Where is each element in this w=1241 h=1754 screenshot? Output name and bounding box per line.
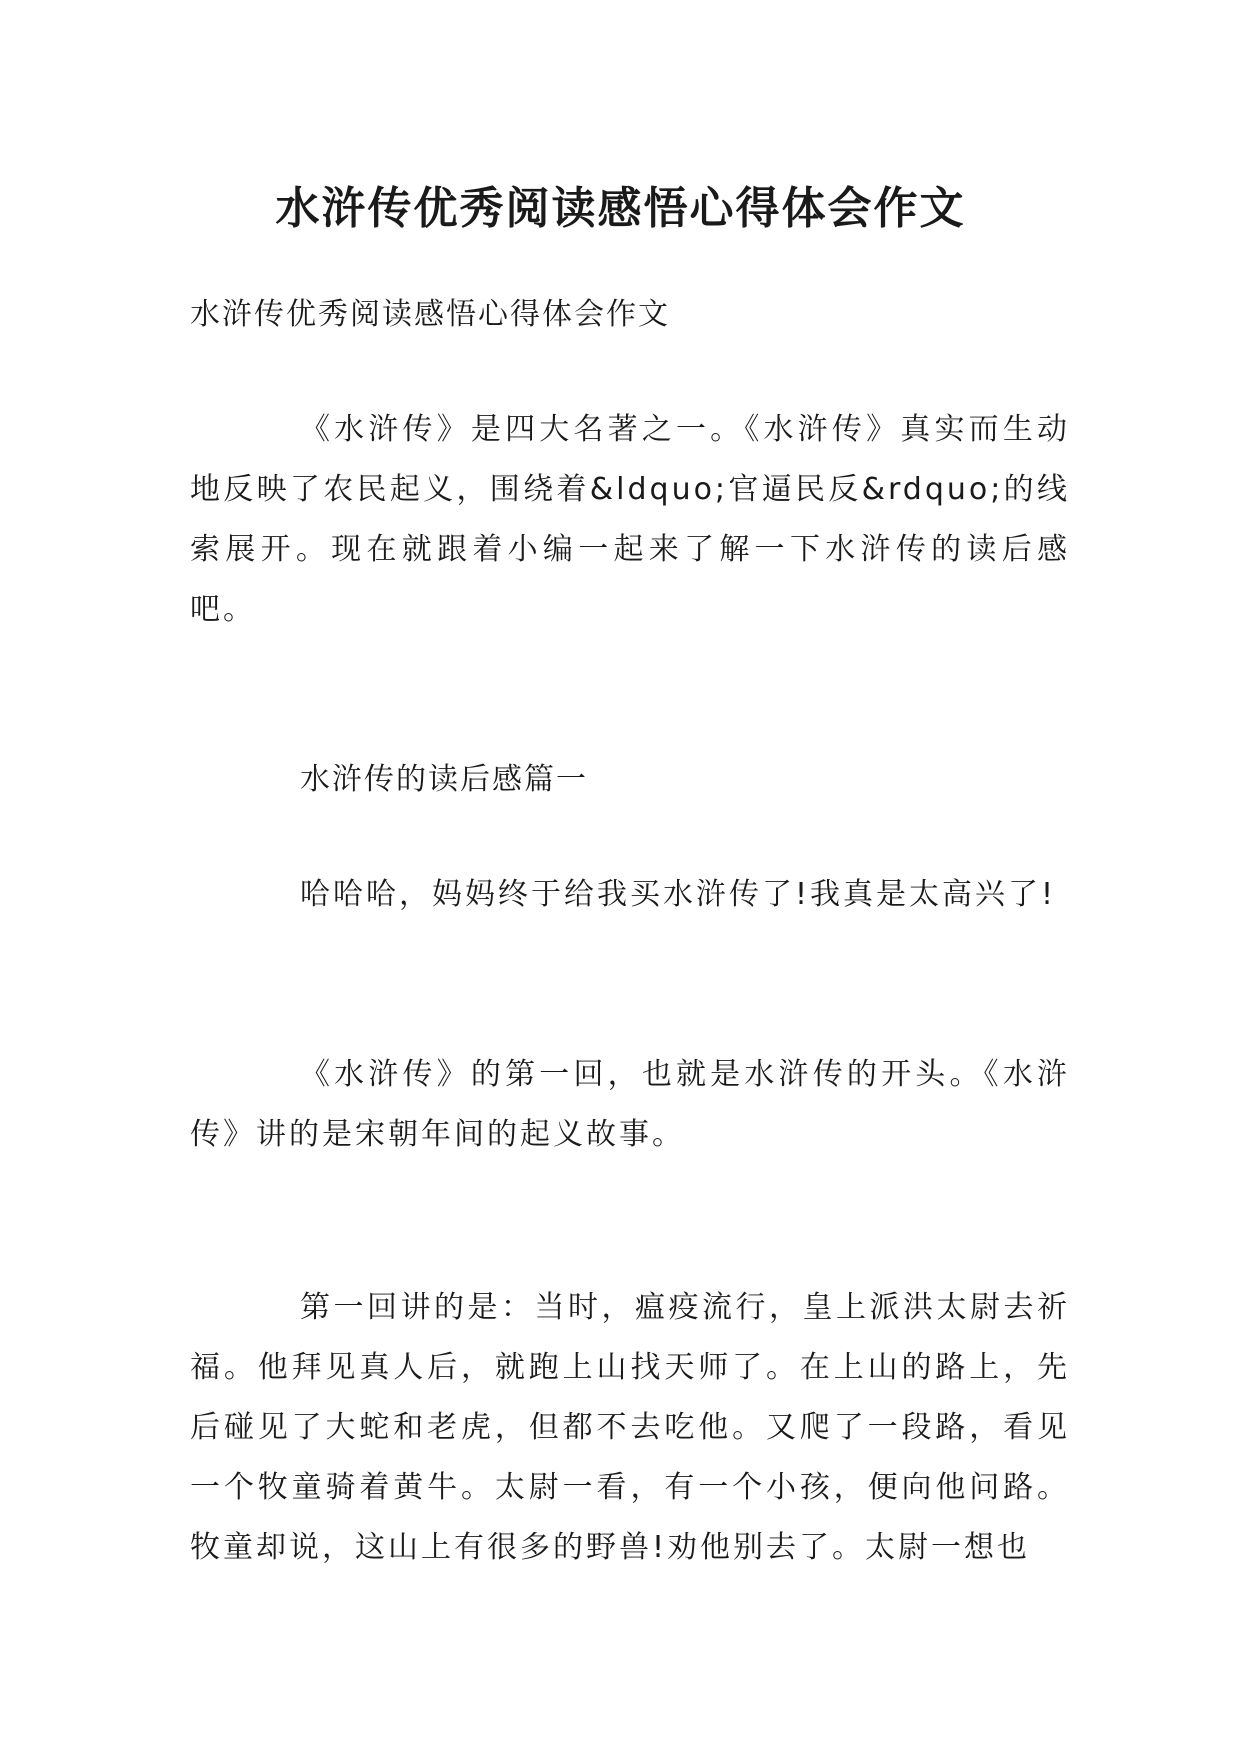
paragraph-4: [190, 1278, 1070, 1578]
paragraph-2-text: 哈哈哈，妈妈终于给我买水浒传了!我真是太高兴了!: [300, 877, 1057, 912]
page-title: 水浒传优秀阅读感悟心得体会作文: [275, 183, 966, 235]
paragraph-2: [190, 865, 1070, 925]
paragraph-3-text: 《水浒传》的第一回，也就是水浒传的开头。《水浒传》讲的是宋朝年间的起义故事。: [190, 1057, 1070, 1152]
paragraph-4-text: 第一回讲的是：当时，瘟疫流行，皇上派洪太尉去祈福。他拜见真人后，就跑上山找天师了。在上山的路上，先后碰见了大蛇和老虎，但都不去吃他。又爬了一段路，看见一个牧童骑着黄牛。太尉一看，有一个小孩，便向他问路。牧童却说，这山上有很多的野兽!劝他别去了。太尉一想也: [190, 1290, 1070, 1565]
paragraph-3: [190, 1045, 1070, 1165]
intro-paragraph-text: 《水浒传》是四大名著之一。《水浒传》真实而生动地反映了农民起义，围绕着&ldquo;官逼民反&rdquo;的线索展开。现在就跟着小编一起来了解一下水浒传的读后感吧。: [190, 412, 1070, 627]
document-subtitle: 水浒传优秀阅读感悟心得体会作文: [190, 297, 670, 332]
section-heading: 水浒传的读后感篇一: [300, 762, 588, 797]
intro-paragraph: [190, 400, 1070, 640]
